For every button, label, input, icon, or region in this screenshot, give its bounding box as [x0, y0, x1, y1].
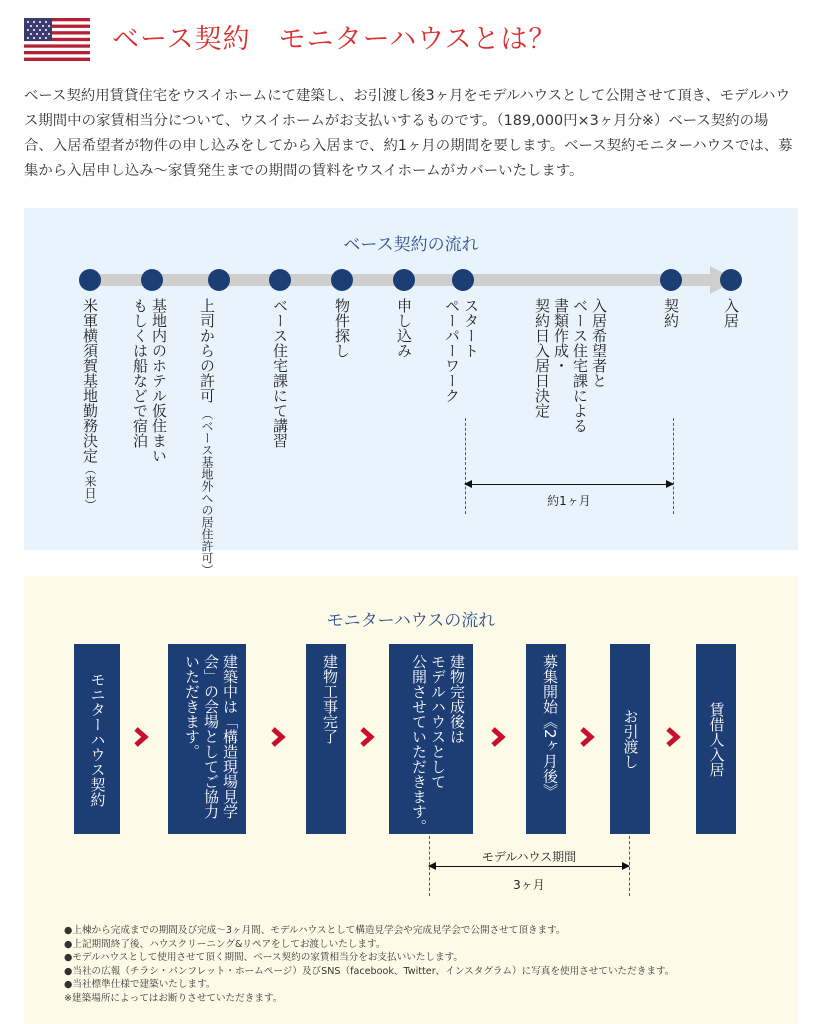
timeline-dot [393, 269, 415, 291]
note-item: ●上記期間終了後、ハウスクリーニング&リペアをしてお渡しいたします。 [64, 938, 386, 950]
span-label: 約1ヶ月 [547, 494, 591, 508]
us-flag-icon [24, 18, 90, 61]
flow-box: モニターハウス契約 [74, 644, 120, 834]
flow-box: 建築中は「構造現場見学 会」の会場としてご協力 いただきます。 [168, 644, 246, 834]
flow-box: お引渡し [610, 644, 650, 834]
timeline-dot [660, 269, 682, 291]
base-flow-panel [24, 208, 798, 576]
intro-paragraph: ベース契約用賃貸住宅をウスイホームにて建築し、お引渡し後3ヶ月をモデルハウスとして公開させて頂き、モデルハウス期間中の家賃相当分について、ウスイホームがお支払いするものです。（189,000円×3ヶ月分※）ベース契約の場合、入居希望者が物件の申し込みをしてから入居まで、約1ヶ月の期間を要します。ベース契約モニターハウスでは、募集から入居申し込み～家賃発生までの期間の賃料をウスイホームがカバーいたします。 [24, 88, 793, 179]
span-arrow [429, 866, 629, 867]
timeline-dot [79, 269, 101, 291]
span-label-bottom: 3ヶ月 [513, 878, 545, 892]
timeline-dot [269, 269, 291, 291]
notes-list [64, 924, 784, 1005]
step-label: 入居 [722, 298, 740, 328]
chevron-right-icon [662, 726, 684, 748]
flow-box: 建物完成後は モデルハウスとして 公開させていただきます。 [389, 644, 473, 834]
flow-box: 募集開始《2ヶ月後》 [526, 644, 566, 834]
page-title: ベース契約 モニターハウスとは？ [112, 24, 557, 55]
span-arrow [465, 484, 673, 485]
note-item: ●モデルハウスとして使用させて頂く期間、ベース契約の家賃相当分をお支払いいたします。 [64, 952, 464, 963]
monitor-flow-title: モニターハウスの流れ [326, 611, 496, 631]
span-marker [673, 418, 674, 514]
timeline-dot [452, 269, 474, 291]
step-label: 物件探し [333, 298, 351, 358]
chevron-right-icon [356, 726, 378, 748]
timeline-dot [331, 269, 353, 291]
step-label: 基地内のホテル仮住まい もしくは船などで宿泊 [131, 298, 168, 463]
timeline-dot [208, 269, 230, 291]
note-item: ●上棟から完成までの期間及び完成～3ヶ月間、モデルハウスとして構造見学会や完成見学会で公開させて頂きます。 [64, 925, 566, 936]
monitor-flow-panel [24, 576, 798, 1024]
step-label: 申し込み [395, 298, 413, 358]
timeline-dot [141, 269, 163, 291]
flow-box: 建物工事完了 [306, 644, 346, 834]
chevron-right-icon [130, 726, 152, 748]
step-label: スタート ペーパーワーク [443, 298, 480, 403]
chevron-right-icon [576, 726, 598, 748]
note-item: ●当社標準仕様で建築いたします。 [64, 979, 216, 990]
step-label: 契約 [662, 298, 680, 328]
step-label: 入居希望者と ベース住宅課による 書類作成・ 契約日入居日決定 [533, 298, 608, 433]
chevron-right-icon [267, 726, 289, 748]
timeline-dot [720, 269, 742, 291]
chevron-right-icon [487, 726, 509, 748]
step-label: 上司からの許可 （ベース基地外への居住許可） [198, 298, 216, 576]
base-flow-title: ベース契約の流れ [343, 235, 479, 255]
note-item: ※建築場所によってはお断りさせていただきます。 [64, 992, 283, 1004]
note-item: ●当社の広報（チラシ・パンフレット・ホームページ）及びSNS（facebook、Twitter、インスタグラム）に写真を使用させていただきます。 [64, 965, 675, 977]
step-label: 米軍横須賀基地勤務決定（来日） [81, 298, 99, 511]
step-label: ベース住宅課にて講習 [271, 298, 289, 448]
span-label-top: モデルハウス期間 [481, 850, 577, 864]
flow-box: 賃借人入居 [696, 644, 736, 834]
